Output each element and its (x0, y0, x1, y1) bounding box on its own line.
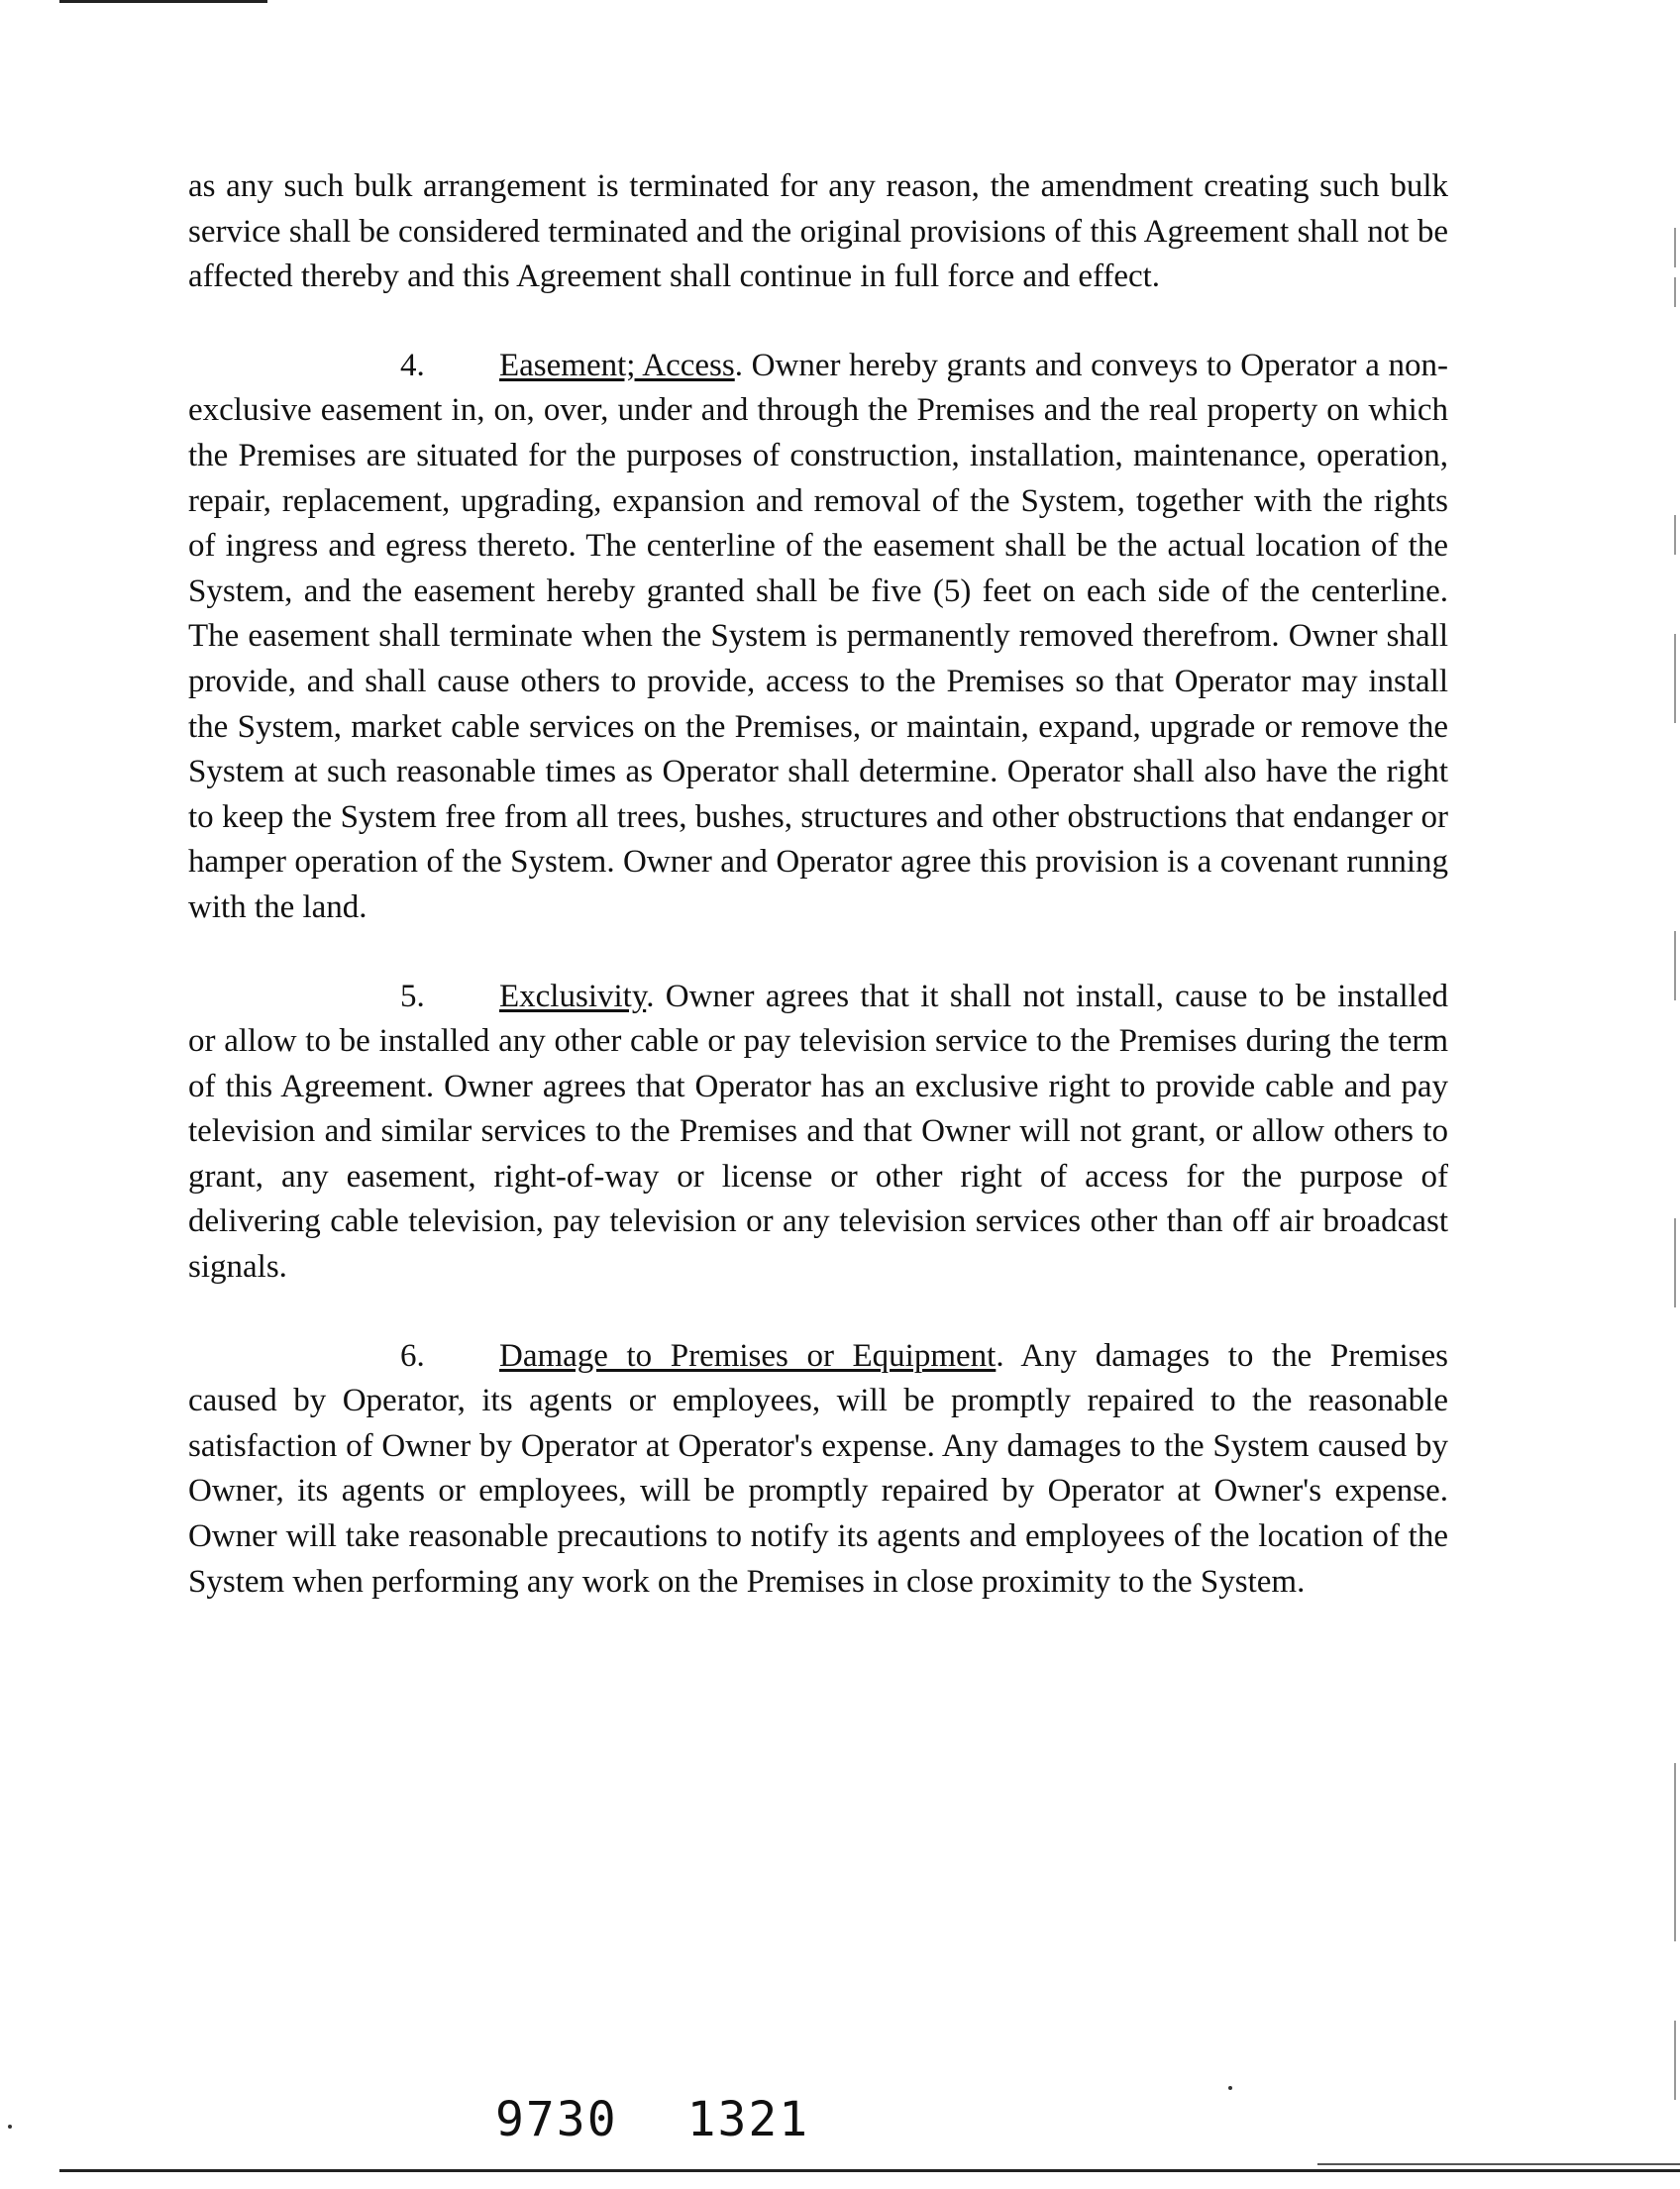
document-body (188, 164, 1448, 1605)
scan-edge-mark (1674, 228, 1676, 267)
scan-edge-mark (1674, 634, 1676, 723)
section-number: 4. (400, 347, 425, 383)
scan-bottom-rule (59, 2169, 1680, 2172)
scan-edge-mark (1674, 1763, 1676, 1941)
page-number: 1321 (686, 2092, 810, 2147)
section-body: . Owner agrees that it shall not install, cause to be installed or allow to be installed any other cable or pay television service to the Premises during the term of this Agreement. Owner agrees that Operator has an exclusive right to provide cable and pay television and similar services to the Premises and that Owner will not grant, or allow others to grant, any easement, right-of-way or license or other right of access for the purpose of delivering cable television, pay television or any television services other than off air broadcast signals. (188, 978, 1448, 1286)
scan-bottom-rule-upper (1317, 2163, 1680, 2165)
scan-edge-mark (1674, 277, 1676, 307)
book-number: 9730 (495, 2092, 618, 2147)
section-4-paragraph (188, 344, 1448, 931)
section-6-paragraph (188, 1334, 1448, 1606)
scan-edge-mark (1674, 931, 1676, 1000)
section-number: 5. (400, 978, 425, 1014)
recording-stamp (495, 2092, 809, 2147)
scan-edge-mark (1674, 1218, 1676, 1307)
scan-top-rule (59, 0, 267, 3)
section-body: . Owner hereby grants and conveys to Operator a non-exclusive easement in, on, over, under and through the Premises and the real property on which the Premises are situated for the purposes of construction, installation, maintenance, operation, repair, replacement, upgrading, expansion and removal of the System, together with the rights of ingress and egress thereto. The centerline of the easement shall be the actual location of the System, and the easement hereby granted shall be five (5) feet on each side of the centerline. The easement shall terminate when the System is permanently removed therefrom. Owner shall provide, and shall cause others to provide, access to the Premises so that Operator may install the System, market cable services on the Premises, or maintain, expand, upgrade or remove the System at such reasonable times as Operator shall determine. Operator shall also have the right to keep the System free from all trees, bushes, structures and other obstructions that endanger or hamper operation of the System. Owner and Operator agree this provision is a covenant running with the land. (188, 347, 1448, 925)
section-5-paragraph (188, 975, 1448, 1291)
scan-speck (1228, 2086, 1232, 2090)
section-number: 6. (400, 1337, 425, 1374)
section-heading-damage: Damage to Premises or Equipment (499, 1337, 997, 1374)
section-heading-exclusivity: Exclusivity (499, 978, 647, 1014)
scan-speck (8, 2125, 12, 2129)
section-heading-easement-access: Easement; Access (499, 347, 735, 383)
scan-edge-mark (1674, 2021, 1676, 2100)
scan-edge-mark (1674, 515, 1676, 555)
continuation-paragraph: as any such bulk arrangement is terminated for any reason, the amendment creating such bulk service shall be considered terminated and the original provisions of this Agreement shall not be affected thereby and this Agreement shall continue in full force and effect. (188, 168, 1448, 295)
section-body: . Any damages to the Premises caused by Operator, its agents or employees, will be promptly repaired to the reasonable satisfaction of Owner by Operator at Operator's expense. Any damages to the System caused by Owner, its agents or employees, will be promptly repaired by Operator at Owner's expense. Owner will take reasonable precautions to notify its agents and employees of the location of the System when performing any work on the Premises in close proximity to the System. (188, 1337, 1448, 1600)
